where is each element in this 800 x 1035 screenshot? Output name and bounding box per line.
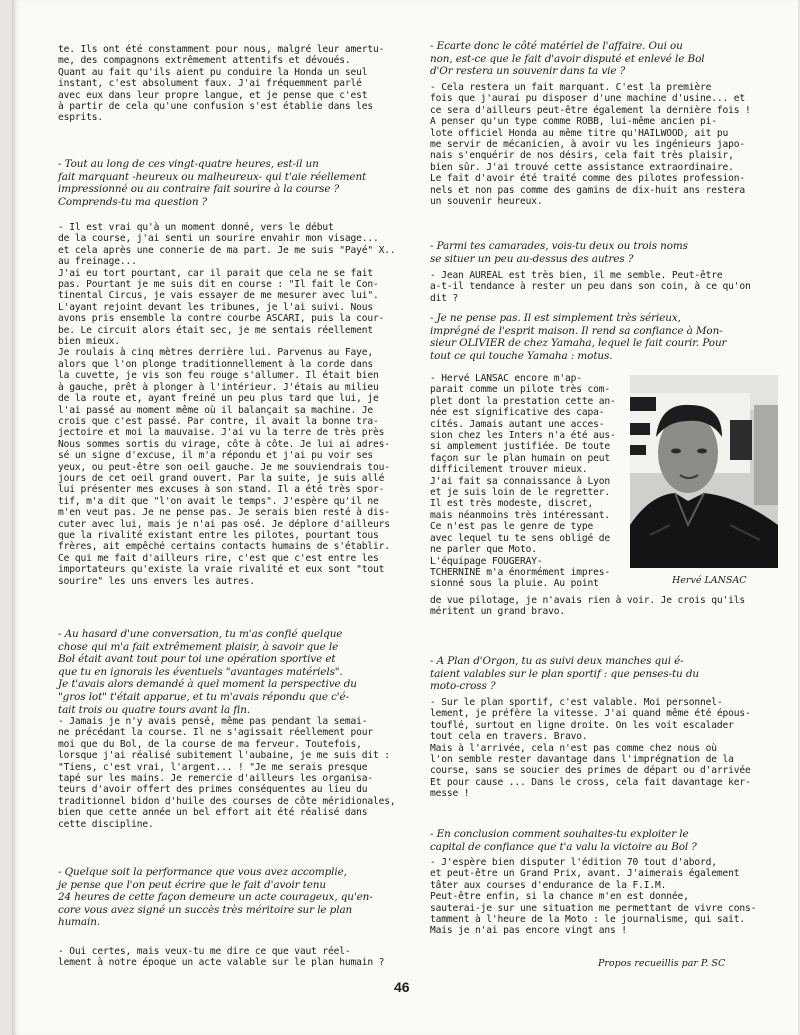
magazine-page [12, 0, 798, 1035]
portrait-photo [630, 375, 778, 568]
answer-paragraph-1: te. Ils ont été constamment pour nous, malgré leur amertu- me, des compagnons extrêmement attentifs et dévoués. Quant au fait qu'ils aient pu conduire la Honda un seul instant, c'est absolument faux. J'ai fréquemment parlé avec eux dans leur propre langue, et je pense que c'est à partir de cela qu'une confusion s'est établie dans les esprits. [58, 44, 385, 124]
answer-paragraph-5: - Cela restera un fait marquant. C'est la première fois que j'aurai pu disposer d'une machine d'usine... et ce sera d'ailleurs peut-être également la dernière fois ! A penser qu'un type comme ROBB, lui-même ancien pi- lote officiel Honda au même titre qu'HAILWOOD, ait pu me servir de mécanicien, à avoir vu les ingénieurs japo- nais s'enquérir de nos désirs, cela fait très plaisir, bien sûr. J'ai trouvé cette assistance extraordinaire. Le fait d'avoir été traité comme des pilotes profession- nels et non pas comme des gamins de dix-huit ans restera un souvenir heureux. [430, 82, 751, 208]
question-paragraph-1: - Tout au long de ces vingt-quatre heures, est-il un fait marquant -heureux ou malheureux- qui t'aie réellement impressionné ou au contraire fait sourire à la course ? Comprends-tu ma question ? [58, 158, 367, 208]
photo-caption: Hervé LANSAC [672, 575, 747, 586]
rider-portrait-icon [630, 375, 778, 568]
answer-paragraph-9: - J'espère bien disputer l'édition 70 tout d'abord, et peut-être un Grand Prix, avant. J'aimerais également tâter aux courses d'endurance de la F.I.M. Peut-être enfin, si la chance m'en est donnée, sauterai-je sur une situation me permettant de vivre cons- tamment à l'heure de la Moto : le journalisme, qui sait. Mais je n'ai pas encore vingt ans ! [430, 857, 757, 937]
interview-signature: Propos recueillis par P. SC [598, 958, 726, 969]
answer-paragraph-6: - Jean AUREAL est très bien, il me semble. Peut-être a-t-il tendance à rester un peu dans son coin, à ce qu'on dit ? [430, 270, 751, 304]
question-paragraph-3: - Quelque soit la performance que vous avez accomplie, je pense que l'on peut écrire que le fait d'avoir tenu 24 heures de cette façon demeure un acte courageux, qu'en- core vous avez signé un succès très méritoire sur le plan humain. [58, 866, 373, 929]
answer-paragraph-7: - Hervé LANSAC encore m'ap- parait comme un pilote très com- plet dont la prestation cette an- née est significative des capa- cités. Jamais autant une acces- sion chez les Inters n'a été aus- si amplement justifiée. De toute façon sur le plan humain on peut difficilement trouver mieux. J'ai fait sa connaissance à Lyon et je suis loin de le regretter. Il est très modeste, discret, mais néanmoins très intéressant. Ce n'est pas le genre de type avec lequel tu te sens obligé de ne parler que Moto. L'équipage FOUGERAY- TCHERNINE m'a énormément impres- sionné sous la pluie. Au point [430, 373, 616, 590]
answer-paragraph-8: - Sur le plan sportif, c'est valable. Moi personnel- lement, je préfère la vitesse. J'ai quand même été épous- touflé, surtout en ligne droite. On les voit escalader tout cela en travers. Bravo. Mais à l'arrivée, cela n'est pas comme chez nous où l'on semble rester davantage dans l'imprégnation de la course, sans se soucier des primes de départ ou d'arrivée Et pour cause ... Dans le cross, cela fait davantage ker- messe ! [430, 697, 751, 800]
answer-paragraph-4: - Oui certes, mais veux-tu me dire ce que vaut réel- lement à notre époque un acte valable sur le plan humain ? [58, 946, 385, 969]
question-paragraph-8: - En conclusion comment souhaites-tu exploiter le capital de confiance que t'a valu la victoire au Bol ? [430, 828, 697, 853]
answer-paragraph-2: - Il est vrai qu'à un moment donné, vers le début de la course, j'ai senti un sourire envahir mon visage... et cela après une connerie de ma part. Je me suis "Payé" X.. au freinage... J'ai eu tort pourtant, car il parait que cela ne se fait pas. Pourtant je me suis dit en course : "Il fait le Con- tinental Circus, je vais essayer de me mesurer avec lui". L'ayant rejoint devant les tribunes, je l'ai suivi. Nous avons pris ensemble la contre courbe ASCARI, puis la cour- be. Le circuit alors était sec, je me sentais réellement bien mieux. Je roulais à cinq mètres derrière lui. Parvenus au Faye, alors que l'on plonge traditionnellement à la corde dans la cuvette, je vis son feu rouge s'allumer. Il était bien à gauche, prêt à plonger à l'intérieur. J'étais au milieu de la route et, ayant freiné un peu plus tard que lui, je l'ai passé au moment même où il balançait sa machine. Je crois que c'est passé. Par contre, il avait la bonne tra- jectoire et moi la mauvaise. J'ai vu la terre de très près Nous sommes sortis du virage, côte à côte. Je lui ai adres- sé un signe d'excuse, il m'a répondu et j'ai pu voir ses yeux, ou peut-être son oeil gauche. Je me souviendrais tou- jours de cet oeil grand ouvert. Par la suite, je suis allé lui présenter mes excuses à son stand. Il a été très spor- tif, m'a dit que "l'on avait le temps". J'espère qu'il ne m'en veut pas. Je ne pense pas. Je serais bien resté à dis- cuter avec lui, mais je n'ai pas osé. Je déplore d'ailleurs que la rivalité existant entre les pilotes, pourtant tous frères, ait empêché certains contacts humains de s'établir. Ce qui me fait d'ailleurs rire, c'est que c'est entre les importateurs qu'existe la vraie rivalité et eux sont "tout sourire" les uns envers les autres. [58, 222, 396, 587]
question-paragraph-4: - Ecarte donc le côté matériel de l'affaire. Oui ou non, est-ce que le fait d'avoir disputé et enlevé le Bol d'Or restera un souvenir dans ta vie ? [430, 40, 705, 78]
page-number: 46 [394, 979, 410, 995]
answer-paragraph-7-continued: de vue pilotage, je n'avais rien à voir. Je crois qu'ils méritent un grand bravo. [430, 595, 746, 618]
question-paragraph-6: - Je ne pense pas. Il est simplement très sérieux, imprégné de l'esprit maison. Il rend sa confiance à Mon- sieur OLIVIER de chez Yamaha, lequel le fait courir. Pour tout ce qui touche Yamaha : motus. [430, 312, 727, 362]
question-paragraph-5: - Parmi tes camarades, vois-tu deux ou trois noms se situer un peu au-dessus des autres ? [430, 240, 688, 265]
question-paragraph-7: - A Plan d'Orgon, tu as suivi deux manches qui é- taient valables sur le plan sportif : que penses-tu du moto-cross ? [430, 655, 699, 693]
answer-paragraph-3: - Jamais je n'y avais pensé, même pas pendant la semai- ne précédant la course. Il ne s'agissait réellement pour moi que du Bol, de la course de ma ferveur. Toutefois, lorsque j'ai réalisé subitement l'aubaine, je me suis dit : "Tiens, c'est vrai, l'argent... ! "Je me serais presque tapé sur les mains. Je remercie d'ailleurs les organisa- teurs d'avoir offert des primes conséquentes au lieu du traditionnel bidon d'huile des courses de côte méridionales, bien que cette année un bel effort ait été réalisé dans cette discipline. [58, 716, 396, 830]
question-paragraph-2: - Au hasard d'une conversation, tu m'as confié quelque chose qui m'a fait extrêmement plaisir, à savoir que le Bol était avant tout pour toi une opération sportive et que tu en ignorais les éventuels "avantages matériels". Je t'avais alors demandé à quel moment la perspective du "gros lot" t'était apparue, et tu m'avais répondu que c'é- tait trois ou quatre tours avant la fin. [58, 628, 357, 716]
